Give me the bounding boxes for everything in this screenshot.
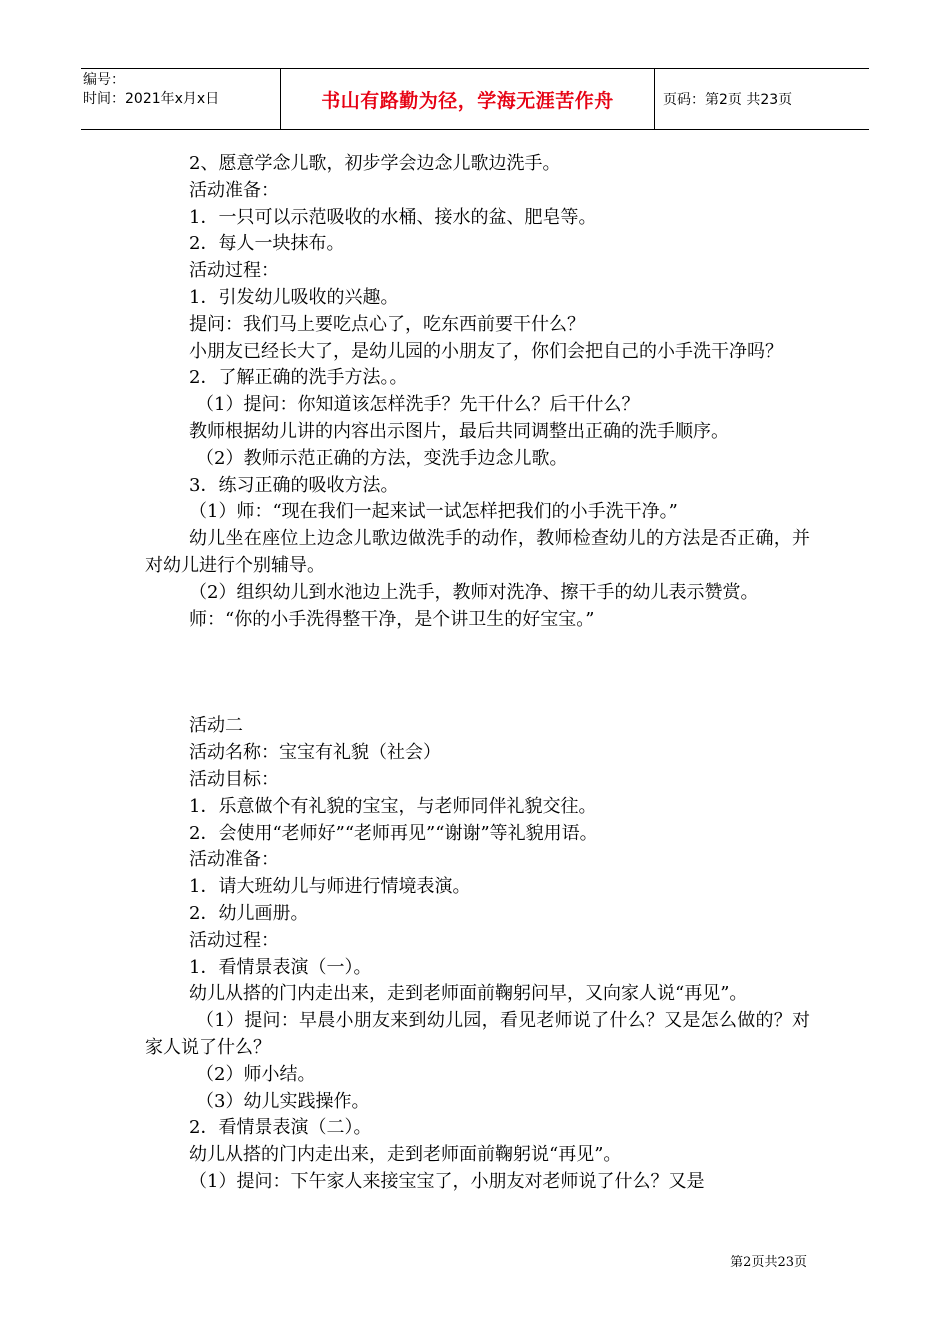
header-page-info-cell xyxy=(655,69,869,129)
paragraph: （1）师：“现在我们一起来试一试怎样把我们的小手洗干净。” xyxy=(189,501,678,523)
paragraph: 幼儿坐在座位上边念儿歌边做洗手的动作，教师检查幼儿的方法是否正确，并对幼儿进行个别辅导。 xyxy=(145,528,810,576)
paragraph: 2．看情景表演（二）。 xyxy=(189,1117,372,1139)
paragraph: （2）师小结。 xyxy=(196,1063,316,1085)
page-footer: 第2页共23页 xyxy=(730,1255,807,1270)
paragraph: 3．练习正确的吸收方法。 xyxy=(189,474,399,496)
document-body xyxy=(145,151,810,1196)
paragraph: （3）幼儿实践操作。 xyxy=(196,1090,370,1112)
paragraph: 活动名称：宝宝有礼貌（社会） xyxy=(189,742,441,764)
paragraph: 小朋友已经长大了，是幼儿园的小朋友了，你们会把自己的小手洗干净吗？ xyxy=(189,340,783,362)
paragraph: 2．幼儿画册。 xyxy=(189,902,309,924)
paragraph: 2．了解正确的洗手方法。。 xyxy=(189,367,408,389)
paragraph: 活动准备： xyxy=(189,849,279,871)
paragraph: （1）提问：下午家人来接宝宝了，小朋友对老师说了什么？又是 xyxy=(189,1170,705,1192)
header-motto-cell xyxy=(281,69,655,129)
paragraph: 活动准备： xyxy=(189,179,279,201)
paragraph: 2、愿意学念儿歌，初步学会边念儿歌边洗手。 xyxy=(189,153,561,174)
section-heading: 活动二 xyxy=(189,715,243,737)
paragraph: 幼儿从搭的门内走出来，走到老师面前鞠躬问早，又向家人说“再见”。 xyxy=(189,983,748,1005)
section-gap xyxy=(145,633,810,713)
paragraph: （1）提问：你知道该怎样洗手？先干什么？后干什么？ xyxy=(196,394,640,416)
paragraph: 2．每人一块抹布。 xyxy=(189,233,345,255)
paragraph: 1．引发幼儿吸收的兴趣。 xyxy=(189,286,399,308)
doc-date-label: 时间：2021年x月x日 xyxy=(83,91,220,107)
header-page-info: 页码：第2页 共23页 xyxy=(663,92,793,108)
paragraph: 1．乐意做个有礼貌的宝宝，与老师同伴礼貌交往。 xyxy=(189,795,597,817)
header-meta xyxy=(81,69,281,129)
paragraph: （1）提问：早晨小朋友来到幼儿园，看见老师说了什么？又是怎么做的？对家人说了什么？ xyxy=(145,1010,810,1058)
page-header xyxy=(81,68,869,130)
paragraph: 1．一只可以示范吸收的水桶、接水的盆、肥皂等。 xyxy=(189,206,597,228)
paragraph: 幼儿从搭的门内走出来，走到老师面前鞠躬说“再见”。 xyxy=(189,1144,622,1166)
paragraph: 活动过程： xyxy=(189,929,279,951)
doc-number-label: 编号： xyxy=(83,72,125,88)
paragraph: （2）组织幼儿到水池边上洗手，教师对洗净、擦干手的幼儿表示赞赏。 xyxy=(189,581,759,603)
paragraph: 教师根据幼儿讲的内容出示图片，最后共同调整出正确的洗手顺序。 xyxy=(189,420,729,442)
paragraph: 活动过程： xyxy=(189,260,279,282)
paragraph: 师：“你的小手洗得整干净，是个讲卫生的好宝宝。” xyxy=(189,608,595,630)
paragraph: 提问：我们马上要吃点心了，吃东西前要干什么？ xyxy=(189,313,585,335)
paragraph: （2）教师示范正确的方法，变洗手边念儿歌。 xyxy=(196,447,568,469)
header-motto: 书山有路勤为径，学海无涯苦作舟 xyxy=(321,89,614,112)
paragraph: 2．会使用“老师好”“老师再见”“谢谢”等礼貌用语。 xyxy=(189,822,598,844)
paragraph: 活动目标： xyxy=(189,768,279,790)
paragraph: 1．看情景表演（一）。 xyxy=(189,956,372,978)
paragraph: 1．请大班幼儿与师进行情境表演。 xyxy=(189,876,471,898)
